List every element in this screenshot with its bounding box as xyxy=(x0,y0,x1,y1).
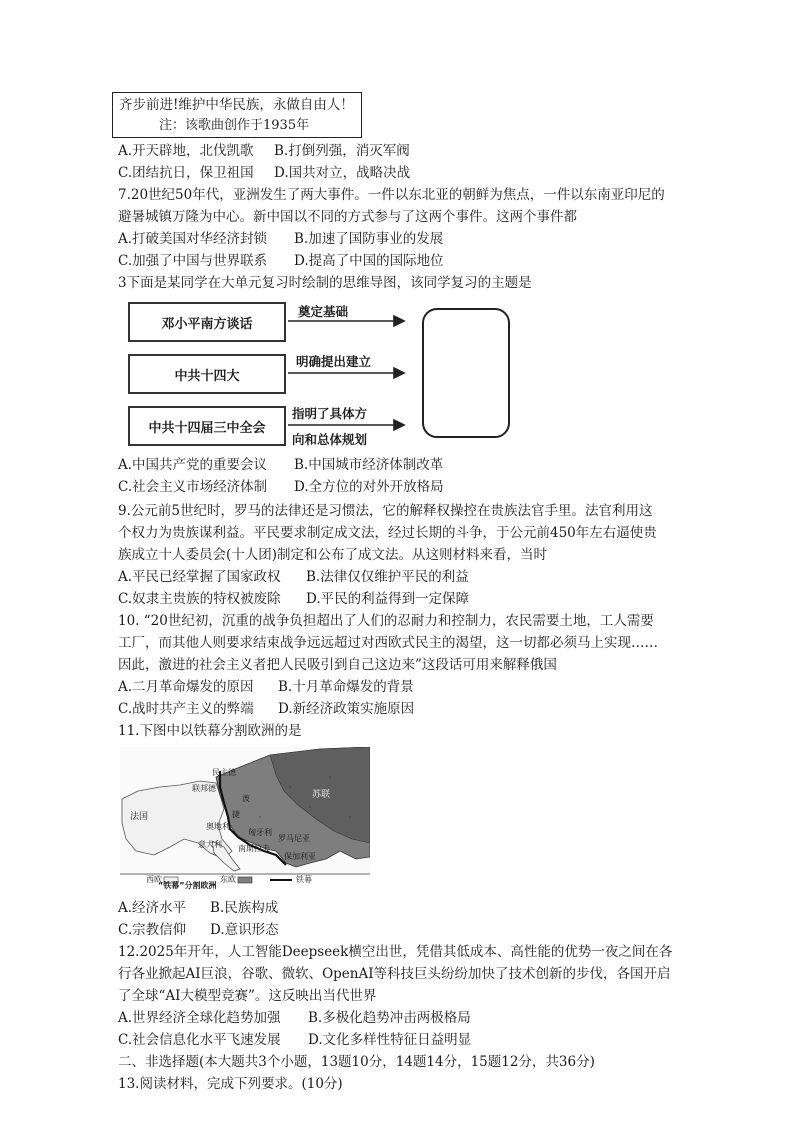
q10-stem-line1: 10. “20世纪初，沉重的战争负担超出了人们的忍耐力和控制力，农民需要土地，工人需要 xyxy=(118,613,654,629)
map-legend-west: 西欧 xyxy=(146,875,162,884)
q9-stem-line1: 9.公元前5世纪时，罗马的法律还是习惯法，它的解释权操控在贵族法官手里。法官利用这 xyxy=(118,503,653,519)
map-legend-east: 东欧 xyxy=(220,875,236,884)
q8-option-d: D.全方位的对外开放格局 xyxy=(294,479,444,495)
q9-option-c: C.奴隶主贵族的特权被废除 xyxy=(118,591,281,607)
q9-options-row1 xyxy=(118,567,469,587)
q12-option-a: A.世界经济全球化趋势加强 xyxy=(118,1010,281,1026)
arrow-label-4: 向和总体规划 xyxy=(292,432,368,447)
q9-options-row2 xyxy=(118,589,469,609)
iron-curtain-map xyxy=(120,747,370,890)
map-label-hungary: 匈牙利 xyxy=(248,828,272,837)
section-title: 二、非选择题(本大题共3个小题，13题10分，14题14分，15题12分，共36分) xyxy=(118,1054,595,1070)
q10-stem-line2: 工厂，而其他人则要求结束战争远远超过对西欧式民主的渴望，这一切都必须马上实现…… xyxy=(118,635,658,651)
mind-map-box-2-label: 中共十四大 xyxy=(174,368,240,384)
mind-map-box-3-label: 中共十四届三中全会 xyxy=(148,420,266,436)
mind-map-answer-box xyxy=(423,309,509,437)
q10-option-a: A.二月革命爆发的原因 xyxy=(118,679,254,695)
lyric-note: 注：该歌曲创作于1935年 xyxy=(159,118,310,133)
q12-option-d: D.文化多样性特征日益明显 xyxy=(308,1032,472,1048)
q12-options-row2 xyxy=(118,1030,471,1050)
mind-map-box-1-label: 邓小平南方谈话 xyxy=(161,316,253,332)
q8-options-row1 xyxy=(118,455,443,475)
q10-stem-line3: 因此，激进的社会主义者把人民吸引到自己这边来”这段话可用来解释俄国 xyxy=(118,657,557,673)
q11-options-row2 xyxy=(118,920,279,940)
q10-options-row1 xyxy=(118,677,414,697)
q9-option-a: A.平民已经掌握了国家政权 xyxy=(118,569,281,585)
map-label-ussr: 苏联 xyxy=(312,790,331,800)
q6-option-a: A.开天辟地，北伐凯歌 xyxy=(118,143,254,159)
map-label-poland: 波 xyxy=(242,794,250,803)
q12-options-row1 xyxy=(118,1008,471,1028)
q7-option-d: D.提高了中国的国际地位 xyxy=(294,253,444,269)
arrow-label-1: 奠定基础 xyxy=(298,304,349,319)
q11-options-row1 xyxy=(118,898,278,918)
q10-option-b: B.十月革命爆发的背景 xyxy=(278,679,414,695)
arrow-label-3: 指明了具体方 xyxy=(292,406,368,421)
arrow-label-2: 明确提出建立 xyxy=(296,354,372,369)
q8-option-a: A.中国共产党的重要会议 xyxy=(118,457,268,473)
arrow-head-1 xyxy=(394,316,404,326)
q7-stem-line1: 7.20世纪50年代，亚洲发生了两大事件。一件以东北亚的朝鲜为焦点，一件以东南亚印尼的 xyxy=(118,187,665,203)
map-label-frg: 联邦德 xyxy=(192,784,216,793)
map-label-bulgaria: 保加利亚 xyxy=(284,852,316,861)
q9-option-b: B.法律仅仅维护平民的利益 xyxy=(306,569,469,585)
lyric-line: 齐步前进!维护中华民族，永做自由人！ xyxy=(119,97,354,113)
q7-stem-line2: 避暑城镇万隆为中心。新中国以不同的方式参与了这两个事件。这两个事件都 xyxy=(118,209,577,225)
map-caption: “铁幕”分割欧洲 xyxy=(158,881,217,890)
q7-option-b: B.加速了国防事业的发展 xyxy=(294,231,444,247)
q9-stem-line2: 个权力为贵族谋利益。平民要求制定成文法，经过长期的斗争，于公元前450年左右逼使贵 xyxy=(118,525,657,541)
q10-option-c: C.战时共产主义的弊端 xyxy=(118,701,254,717)
q9-stem-line3: 族成立十人委员会(十人团)制定和公布了成文法。从这则材料来看，当时 xyxy=(118,547,548,563)
map-label-romania: 罗马尼亚 xyxy=(278,834,310,843)
map-label-austria: 奥地利 xyxy=(206,822,230,831)
q12-stem-line2: 行各业掀起AI巨浪，谷歌、微软、OpenAI等科技巨头纷纷加快了技术创新的步伐，各国开启 xyxy=(118,966,671,982)
map-label-yugoslavia: 南斯拉夫 xyxy=(238,844,270,853)
q11-option-a: A.经济水平 xyxy=(118,900,187,916)
q12-option-c: C.社会信息化水平飞速发展 xyxy=(118,1032,281,1048)
q6-option-c: C.团结抗日，保卫祖国 xyxy=(118,165,254,181)
q13-stem: 13.阅读材料，完成下列要求。(10分) xyxy=(118,1076,343,1092)
q12-stem-line3: 了全球“AI大模型竞赛”。这反映出当代世界 xyxy=(118,988,377,1004)
q12-option-b: B.多极化趋势冲击两极格局 xyxy=(308,1010,471,1026)
q10-option-d: D.新经济政策实施原因 xyxy=(278,701,415,717)
map-label-france: 法国 xyxy=(130,812,149,822)
q11-option-b: B.民族构成 xyxy=(210,900,279,916)
q7-option-c: C.加强了中国与世界联系 xyxy=(118,253,268,269)
map-label-gdr: 民主德 xyxy=(212,768,236,777)
map-drawing xyxy=(120,747,370,890)
q12-stem-line1: 12.2025年开年，人工智能Deepseek横空出世，凭借其低成本、高性能的优势一夜之间在各 xyxy=(118,944,673,960)
q9-option-d: D.平民的利益得到一定保障 xyxy=(306,591,470,607)
q6-option-b: B.打倒列强，消灭军阀 xyxy=(274,143,410,159)
q8-option-c: C.社会主义市场经济体制 xyxy=(118,479,268,495)
q11-option-d: D.意识形态 xyxy=(210,922,279,938)
q8-stem: 3下面是某同学在大单元复习时绘制的思维导图，该同学复习的主题是 xyxy=(118,275,532,291)
arrow-head-3 xyxy=(394,420,404,430)
legend-east-swatch xyxy=(238,877,252,883)
map-label-czech: 捷 xyxy=(232,810,240,819)
arrow-head-2 xyxy=(394,368,404,378)
q7-option-a: A.打破美国对华经济封锁 xyxy=(118,231,268,247)
map-legend-curtain: 铁幕 xyxy=(296,875,312,884)
q8-options-row2 xyxy=(118,477,444,497)
q11-option-c: C.宗教信仰 xyxy=(118,922,187,938)
q11-stem: 11.下图中以铁幕分割欧洲的是 xyxy=(118,723,302,739)
map-label-italy: 意大利 xyxy=(198,840,222,849)
q6-option-d: D.国共对立，战略决战 xyxy=(274,165,411,181)
q10-options-row2 xyxy=(118,699,414,719)
q8-option-b: B.中国城市经济体制改革 xyxy=(294,457,444,473)
